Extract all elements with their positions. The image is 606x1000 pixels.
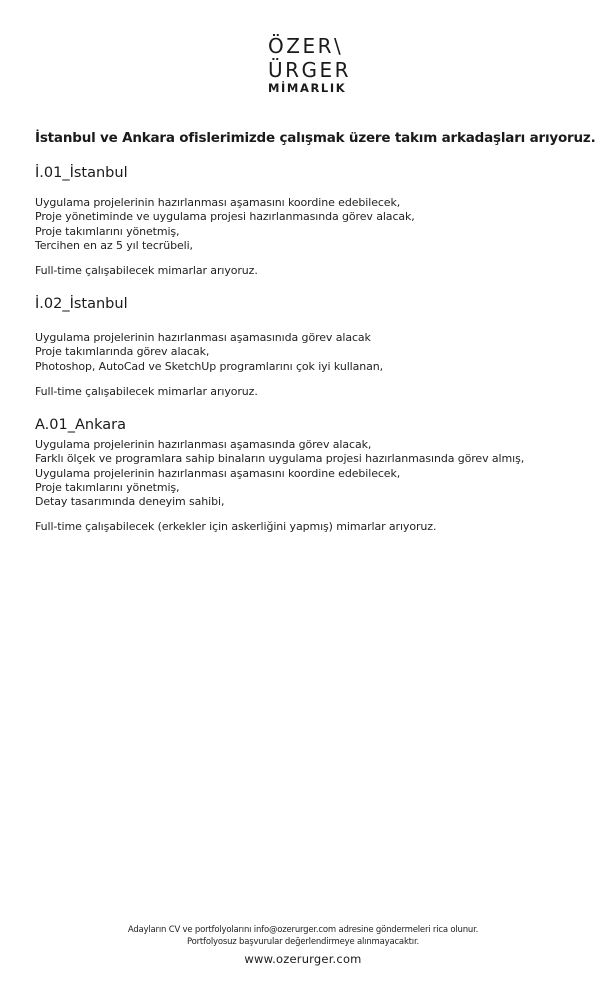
requirement-line: Uygulama projelerinin hazırlanması aşamasını koordine edebilecek, bbox=[35, 196, 401, 209]
job-section-ankara-01 bbox=[35, 416, 595, 534]
requirement-line: Photoshop, AutoCad ve SketchUp programlarını çok iyi kullanan, bbox=[35, 359, 384, 373]
requirement-line: Uygulama projelerinin hazırlanması aşamasını koordine edebilecek, bbox=[35, 466, 401, 480]
logo-line-ozer: ÖZER\ bbox=[268, 34, 344, 58]
requirement-line: Proje takımlarını yönetmiş, bbox=[35, 480, 180, 494]
job-note: Full-time çalışabilecek mimarlar arıyoruz. bbox=[35, 384, 258, 398]
logo-line-urger: ÜRGER bbox=[268, 58, 352, 82]
footer-warning: Portfolyosuz başvurular değerlendirmeye alınmayacaktır. bbox=[187, 937, 419, 947]
job-title: A.01_Ankara bbox=[35, 417, 126, 433]
job-requirements bbox=[35, 438, 595, 509]
requirement-line: Proje takımlarını yönetmiş, bbox=[35, 224, 180, 238]
job-section-istanbul-02 bbox=[35, 295, 595, 399]
job-note: Full-time çalışabilecek mimarlar arıyoruz. bbox=[35, 264, 258, 278]
job-note: Full-time çalışabilecek (erkekler için askerliğini yapmış) mimarlar arıyoruz. bbox=[35, 520, 437, 534]
page-headline: İstanbul ve Ankara ofislerimizde çalışmak üzere takım arkadaşları arıyoruz. bbox=[35, 130, 596, 146]
requirement-line: Uygulama projelerinin hazırlanması aşamasında görev alacak, bbox=[35, 438, 372, 451]
logo-line-mimarlik: MİMARLIK bbox=[268, 81, 347, 95]
requirement-line: Farklı ölçek ve programlara sahip binaların uygulama projesi hazırlanmasında görev almış, bbox=[35, 452, 525, 466]
requirement-line: Detay tasarımında deneyim sahibi, bbox=[35, 495, 225, 509]
page-footer bbox=[0, 924, 606, 967]
job-requirements bbox=[35, 331, 595, 374]
requirement-line: Uygulama projelerinin hazırlanması aşamasınıda görev alacak bbox=[35, 331, 371, 344]
footer-instructions: Adayların CV ve portfolyolarını info@ozerurger.com adresine göndermeleri rica olunur. bbox=[127, 925, 479, 935]
website-link[interactable]: www.ozerurger.com bbox=[244, 952, 362, 966]
company-logo bbox=[268, 34, 358, 95]
job-requirements bbox=[35, 196, 595, 253]
job-section-istanbul-01 bbox=[35, 164, 595, 278]
requirement-line: Proje takımlarında görev alacak, bbox=[35, 345, 210, 359]
job-title: İ.01_İstanbul bbox=[35, 165, 128, 181]
requirement-line: Tercihen en az 5 yıl tecrübeli, bbox=[35, 238, 193, 252]
job-title: İ.02_İstanbul bbox=[35, 296, 128, 312]
requirement-line: Proje yönetiminde ve uygulama projesi hazırlanmasında görev alacak, bbox=[35, 210, 415, 224]
